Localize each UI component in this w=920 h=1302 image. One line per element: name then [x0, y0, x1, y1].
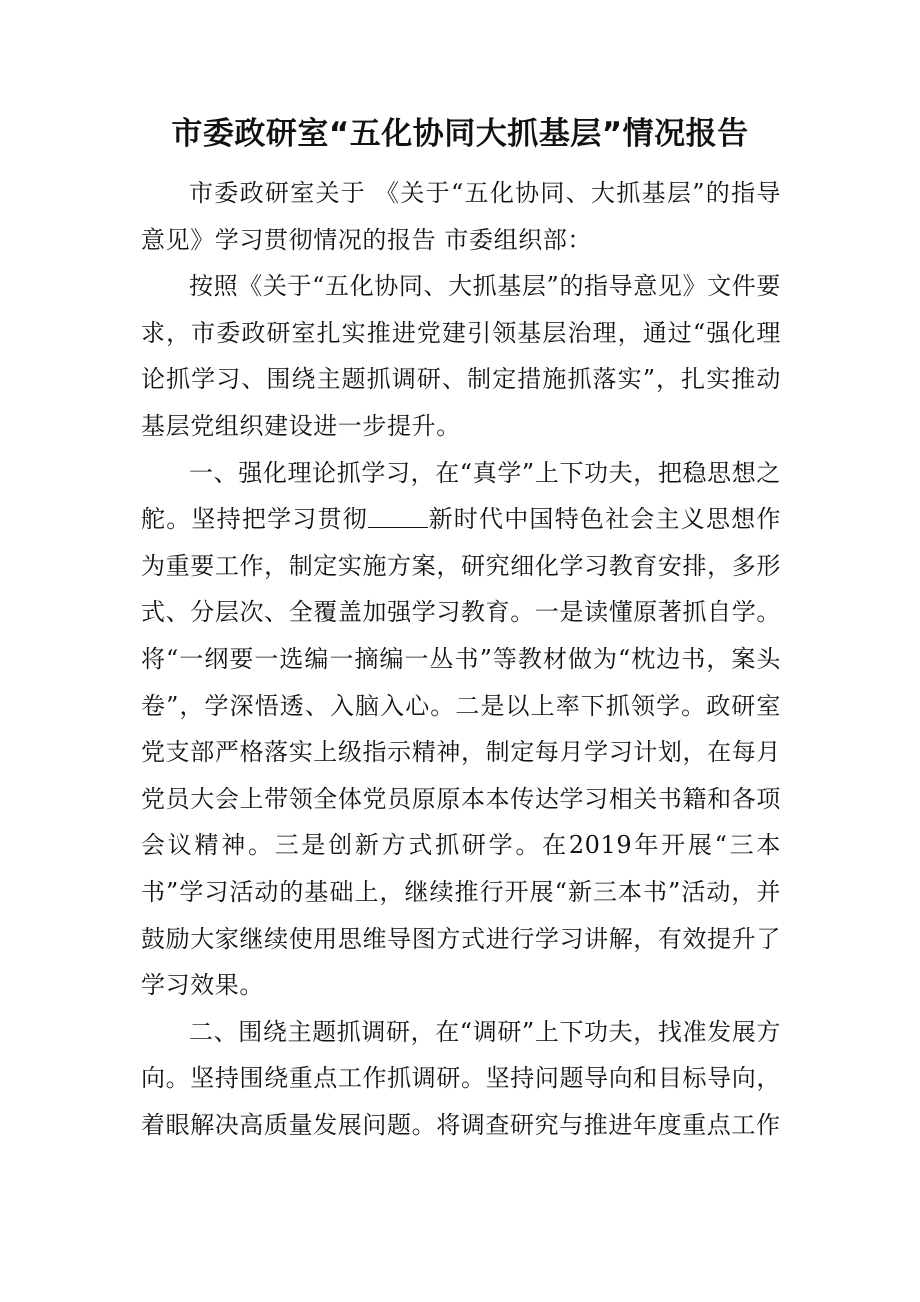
blank-underline [368, 507, 428, 528]
section-two-paragraph: 二、围绕主题抓调研，在“调研”上下功夫，找准发展方向。坚持围绕重点工作抓调研。坚持问题导向和目标导向，着眼解决高质量发展问题。将调查研究与推进年度重点工作 [141, 1017, 781, 1139]
section-one-text-start: 一、强化理论抓学习，在“真学”上下功夫，把稳思想之舵。坚持把学习贯彻 [141, 458, 781, 534]
section-one-paragraph [141, 450, 781, 1009]
section-one-text-rest: 新时代中国特色社会主义思想作为重要工作，制定实施方案，研究细化学习教育安排，多形式、分层次、全覆盖加强学习教育。一是读懂原著抓自学。将“一纲要一选编一摘编一丛书”等教材做为“枕边书，案头卷”，学深悟透、入脑入心。二是以上率下抓领学。政研室党支部严格落实上级指示精神，制定每月学习计划，在每月党员大会上带领全体党员原原本本传达学习相关书籍和各项会议精神。三是创新方式抓研学。在2019年开展“三本书”学习活动的基础上，继续推行开展“新三本书”活动，并鼓励大家继续使用思维导图方式进行学习讲解，有效提升了学习效果。 [141, 505, 781, 1000]
intro-paragraph: 按照《关于“五化协同、大抓基层”的指导意见》文件要求，市委政研室扎实推进党建引领基层治理，通过“强化理论抓学习、围绕主题抓调研、制定措施抓落实”，扎实推动基层党组织建设进一步提升。 [141, 272, 781, 440]
document-body [141, 170, 781, 1148]
salutation-paragraph: 市委政研室关于 《关于“五化协同、大抓基层”的指导意见》学习贯彻情况的报告 市委组织部： [141, 179, 781, 254]
document-title: 市委政研室“五化协同大抓基层”情况报告 [171, 116, 749, 152]
